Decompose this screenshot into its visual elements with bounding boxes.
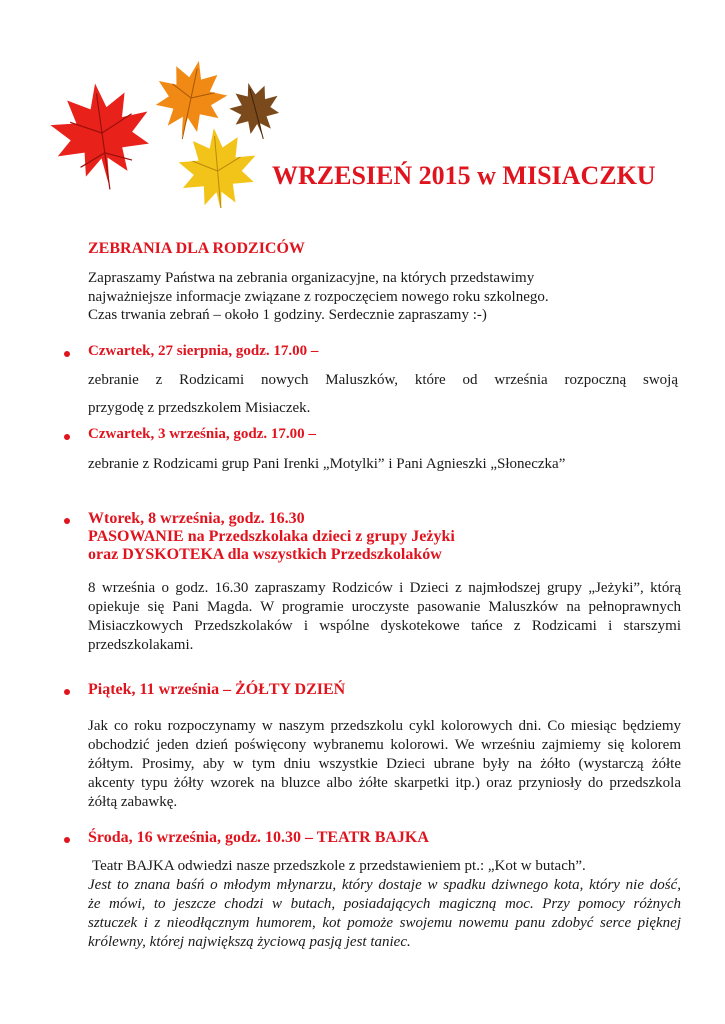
bullet-icon xyxy=(64,518,70,524)
zebrania-line-2: najważniejsze informacje związane z rozpoczęciem nowego roku szkolnego. xyxy=(88,289,549,305)
autumn-leaves-illustration xyxy=(44,58,284,208)
page-title: WRZESIEŃ 2015 w MISIACZKU xyxy=(272,161,656,190)
event-5-italic-line-1: Jest to znana baśń o młodym młynarzu, który dostaje w spadku dziwnego kota, który nie dość, xyxy=(88,877,681,893)
event-heading-27-sierpnia: Czwartek, 27 sierpnia, godz. 17.00 – xyxy=(88,343,319,359)
event-1-line-1: zebranie z Rodzicami nowych Maluszków, które od września rozpoczną swoją xyxy=(88,372,678,388)
event-heading-zolty-dzien: Piątek, 11 września – ŻÓŁTY DZIEŃ xyxy=(88,681,346,698)
event-5-italic-line-4: królewny, której największą życiową pasją jest taniec. xyxy=(88,934,411,950)
bullet-icon xyxy=(64,837,70,843)
bullet-icon xyxy=(64,434,70,440)
event-5-italic-line-2: że mówi, to jeszcze chodzi w butach, posiadających magiczną moc. Przy pomocy różnych xyxy=(88,896,681,912)
event-4-line-1: Jak co roku rozpoczynamy w naszym przedszkolu cykl kolorowych dni. Co miesiąc będziemy xyxy=(88,718,681,734)
event-4-line-2: obchodzić jeden dzień poświęcony wybranemu kolorowi. We wrześniu zajmiemy się kolorem xyxy=(88,737,681,753)
event-heading-8-wrzesnia: Wtorek, 8 września, godz. 16.30 xyxy=(88,510,305,527)
orange-maple-leaf-icon xyxy=(148,58,233,146)
event-heading-3-wrzesnia: Czwartek, 3 września, godz. 17.00 – xyxy=(88,426,316,442)
yellow-maple-leaf-icon xyxy=(176,125,260,208)
event-heading-pasowanie: PASOWANIE na Przedszkolaka dzieci z grupy Jeżyki xyxy=(88,528,455,545)
bullet-icon xyxy=(64,689,70,695)
event-heading-dyskoteka: oraz DYSKOTEKA dla wszystkich Przedszkolaków xyxy=(88,546,442,563)
zebrania-line-1: Zapraszamy Państwa na zebrania organizacyjne, na których przedstawimy xyxy=(88,270,535,286)
zebrania-line-3: Czas trwania zebrań – około 1 godziny. Serdecznie zapraszamy :-) xyxy=(88,307,487,323)
brown-maple-leaf-icon xyxy=(224,76,284,145)
event-3-line-1: 8 września o godz. 16.30 zapraszamy Rodziców i Dzieci z najmłodszej grupy „Jeżyki”, którą xyxy=(88,580,681,596)
event-5-italic-line-3: sztuczek i z nieodłącznym humorem, kot pomoże swojemu nowemu panu zdobyć serce pięknej xyxy=(88,915,681,931)
section-heading-zebrania: ZEBRANIA DLA RODZICÓW xyxy=(88,240,305,257)
bullet-icon xyxy=(64,351,70,357)
event-5-intro: Teatr BAJKA odwiedzi nasze przedszkole z przedstawieniem pt.: „Kot w butach”. xyxy=(92,858,586,874)
event-heading-teatr-bajka: Środa, 16 września, godz. 10.30 – TEATR BAJKA xyxy=(88,829,429,846)
event-4-line-4: akcenty typu żółty wzorek na bluzce albo żółte skarpetki itp.) oraz przyniosły do przedszkola xyxy=(88,775,681,791)
event-1-line-2: przygodę z przedszkolem Misiaczek. xyxy=(88,400,311,416)
event-3-line-2: opiekuje się Pani Magda. W programie uroczyste pasowanie Maluszków na pełnoprawnych xyxy=(88,599,681,615)
event-3-line-3: Misiaczkowych Przedszkolaków i wspólne dyskotekowe tańce z Rodzicami i starszymi xyxy=(88,618,681,634)
event-3-line-4: przedszkolakami. xyxy=(88,637,194,653)
red-maple-leaf-icon xyxy=(46,77,158,197)
event-4-line-3: żółtym. Prosimy, aby w tym dniu wszystkie Dzieci ubrane były na żółto (wystarczą żółte xyxy=(88,756,681,772)
event-2-line-1: zebranie z Rodzicami grup Pani Irenki „Motylki” i Pani Agnieszki „Słoneczka” xyxy=(88,456,566,472)
event-4-line-5: żółtą zabawkę. xyxy=(88,794,178,810)
